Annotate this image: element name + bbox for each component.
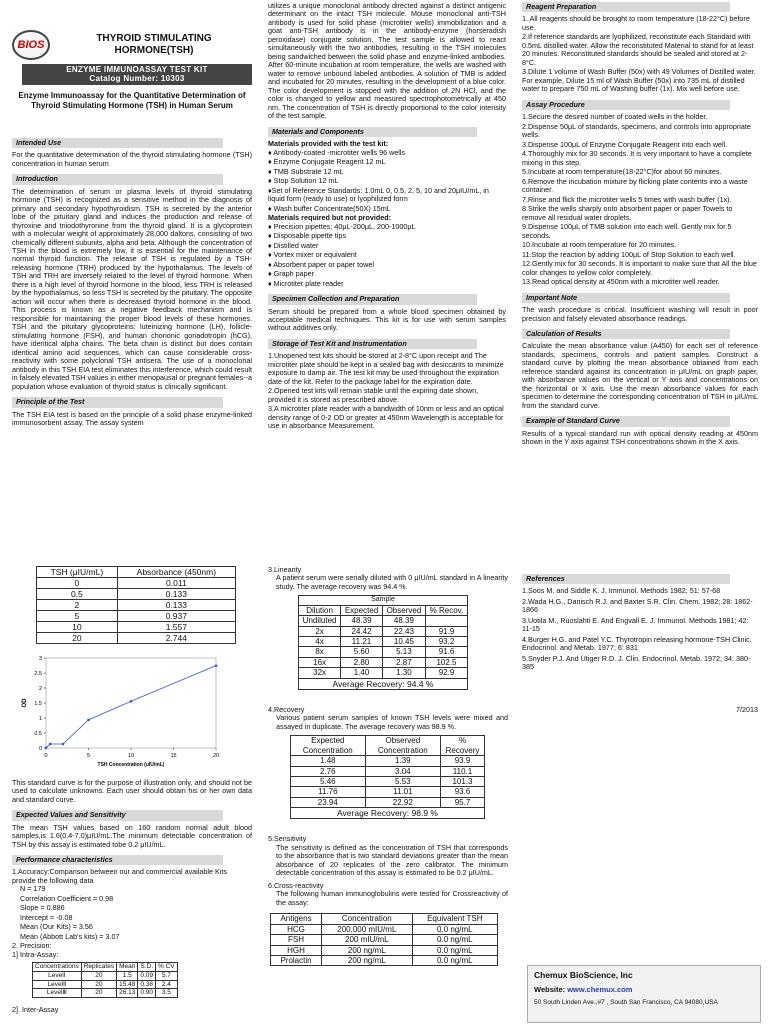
product-title-line-2: HORMONE(TSH) [114,45,194,56]
data-point [130,700,133,703]
table-cell: 26.13 [117,989,138,998]
column-1 [12,0,252,430]
table-cell: 5.46 [291,776,366,786]
assay-procedure-list [522,113,758,286]
cross-row [271,935,498,945]
bottom-column-1 [12,566,252,1014]
assay-step: 13.Read optical density at 450nm with a microtiter well reader. [522,277,720,287]
y-tick-label: 2.5 [34,671,42,678]
x-tick-label: 10 [127,753,135,760]
company-footer [527,965,761,1023]
recovery-row [291,776,485,786]
standard-row [37,600,236,611]
table-cell: 0.011 [117,578,235,589]
materials-provided-title: Materials provided with the test kit: [268,139,389,149]
linearity-row [299,637,468,647]
table-cell: 102.5 [425,657,467,667]
linearity-row [299,668,468,678]
material-required-item: ♦ Precision pipettes: 40μL-200μL, 200-1000μL [268,221,416,231]
company-name: Chemux BioScience, Inc [534,970,633,980]
table-cell [425,616,467,626]
introduction-heading: Introduction [12,174,223,184]
inter-assay-title: 2]. Inter-Assay [12,1004,59,1014]
logo-text: BIOS [17,38,45,51]
cross-reactivity-text: The following human immunoglobulins were tested for Crossreactivity of the assay: [276,889,508,907]
material-provided-item: ♦ Wash buffer Concentrate(50X) 15mL [268,203,391,213]
table-cell: 1.557 [117,622,235,633]
table-cell: 1.40 [341,668,383,678]
assay-step: 12.Gently mix for 30 seconds. It is important to make sure that All the blue color changes to yellow color completely. [522,259,757,277]
table-cell: HCG [271,924,322,934]
sensitivity-text: The sensitivity is defined as the concentration of TSH that corresponds to the absorbance that is two standard deviations greater than the mean absorbance of 20 replicates of the zero calibrator. The minimum detectable concentration of this assay is estimated to be 0.2 μIU/mL. [276,842,508,878]
table-header-cell: % CV [156,963,178,972]
storage-item: 1.Unopened test kits should be stored at 2-8°C upon receipt and The microtiter plate should be kept in a sealed bag with desiccants to minimize exposure to damp air. The test kit may be used throughout the expiration date of the kit. Refer to the package label for the expiration date. [268,351,504,386]
expected-heading: Expected Values and Sensitivity [12,810,223,820]
reference-item: 1.Soos M. and Siddle K. J. Immunol. Methods 1982; 51: 57-68 [522,586,721,596]
table-cell: FSH [271,935,322,945]
assay-step: 9.Dispense 100μL of TMB solution into each well. Gently mix for 5 seconds. [522,222,732,240]
table-header-cell: Absorbance (450nm) [117,567,235,578]
reference-item: 2.Wada H.G., Danisch R.J. and Baxter S.R. Clin. Chem. 1982; 28: 1862-1866 [522,596,753,615]
table-cell: LevelⅢ [33,989,82,998]
table-cell: 1.39 [365,756,440,766]
material-provided-item: ♦ Antibody-coated -microtiter wells 96 wells [268,147,406,157]
table-cell: 48.39 [382,616,425,626]
intra-table-body [33,971,178,997]
table-header-cell: Observed Concentration [365,736,440,756]
table-cell: 200 ng/mL [322,955,413,965]
intended-use-heading: Intended Use [12,138,223,148]
table-header-cell: Expected [341,605,383,615]
table-cell: 5.7 [156,971,178,980]
table-cell: 32x [299,668,341,678]
table-cell: 91.6 [425,647,467,657]
material-provided-item: ♦Set of Reference Standards: 1.0mL 0, 0.5, 2, 5, 10 and 20μIU/mL, in liquid form (ready to use) or lyophilized form [268,185,489,204]
x-tick-label: 15 [170,753,177,760]
linearity-text: A patient serum were serially diluted with 0 μIU/mL standard in A linearity study. The average recovery was 94.4 %. [276,573,508,591]
y-axis-label: OD [22,698,28,708]
table-cell: 93.2 [425,637,467,647]
table-cell: 0.133 [117,600,235,611]
storage-item: 3.A microtiter plate reader with a bandwidth of 10nm or less and an optical density range of 0-2 OD or greater at 450nm Wavelength is acceptable for use in absorbance Measurement. [268,404,504,431]
cross-table-header [271,914,498,924]
table-cell: 200 mIU/mL [322,935,413,945]
website-label: Website: [534,985,566,995]
linearity-row [299,647,468,657]
website-link[interactable]: www.chemux.com [567,985,633,995]
materials-required-title: Materials required but not provided: [268,213,391,223]
reference-item: 3.Uotila M., Ruoslahti E. And Engvall E. J. Immunol. Methods 1981; 42: 11-15 [522,615,749,634]
table-cell: 200,000 mIU/mL [322,924,413,934]
y-tick-label: 3 [38,656,42,663]
table-cell: 2.80 [341,657,383,667]
table-cell: LevelⅠ [33,971,82,980]
table-cell: 92.9 [425,668,467,678]
material-required-item: ♦ Vortex mixer or equivalent [268,250,357,260]
table-cell: 48.39 [341,616,383,626]
table-cell: LevelⅡ [33,980,82,989]
table-cell: 0.5 [37,589,118,600]
principle-text: The TSH EIA test is based on the principle of a solid phase enzyme-linked immunosorbent assay. The assay system [12,409,252,428]
table-cell: 2.76 [291,766,366,776]
table-cell: 0.0 ng/mL [412,955,497,965]
table-cell: 0.09 [138,971,156,980]
table-cell: 5 [37,611,118,622]
standard-row [37,622,236,633]
calculation-heading: Calculation of Results [522,329,730,339]
example-curve-text: Results of a typical standard run with optical density reading at 450nm shown in the Y axis against TSH concentrations shown in the X axis. [522,428,758,447]
performance-stat: N = 179 [20,884,46,894]
reagent-prep-item: 1. All reagents should be brought to room temperature (18-22°C) before use. [522,14,750,32]
precision-title: 2. Precision: [12,941,52,951]
table-cell: 2.87 [382,657,425,667]
table-header-cell: % Recovery [441,736,485,756]
linearity-table [298,595,468,689]
revision-date: 7/2013 [736,704,758,714]
bottom-column-3 [522,566,758,714]
performance-stat: Correlation Coefficient = 0.98 [20,893,114,903]
table-cell: 0 [37,578,118,589]
linearity-table-body [299,616,468,679]
intra-row [33,980,178,989]
table-cell: 2x [299,626,341,636]
performance-intro: 1.Accuracy:Comparison between our and commercial available Kits provide the following data [12,867,227,885]
principle-heading: Principle of the Test [12,397,223,407]
intra-table-header [33,963,178,972]
performance-stats [12,885,252,941]
material-provided-item: ♦ TMB Substrate 12 mL [268,166,344,176]
table-cell: 22.92 [365,797,440,807]
column-3 [522,0,758,449]
linearity-title: 3.Linearity [268,565,302,574]
materials-provided-list [268,149,506,213]
recovery-row [291,766,485,776]
table-cell: 110.1 [441,766,485,776]
linearity-row [299,657,468,667]
bottom-column-2 [268,566,508,966]
table-header-cell: Equivalent TSH [412,914,497,924]
table-cell: 22.43 [382,626,425,636]
table-header-cell: Concentrations [33,963,82,972]
linearity-row [299,626,468,636]
table-cell: HGH [271,945,322,955]
material-provided-item: ♦ Stop Solution 12 mL [268,176,339,186]
assay-step: 1.Secure the desired number of coated wells in the holder. [522,112,708,122]
table-cell: 0.937 [117,611,235,622]
y-tick-label: 1.5 [34,701,42,708]
table-cell: 10 [37,622,118,633]
specimen-text: Serum should be prepared from a whole blood specimen obtained by acceptable medical techniques. This kit is for use with serum samples without additives only. [268,306,506,333]
material-required-item: ♦ Absorbent paper or paper towel [268,259,374,269]
materials-heading: Materials and Components [268,127,477,137]
recovery-row [291,797,485,807]
material-required-item: ♦ Graph paper [268,269,315,279]
x-axis-label: TSH Concentration (uIU/mL) [97,762,165,769]
assay-step: 11.Stop the reaction by adding 100μL of Stop Solution to each well. [522,249,736,259]
intra-assay-title: 1] Intra-Assay: [12,949,59,959]
references-list [522,587,758,671]
table-cell: Undiluted [299,616,341,626]
bios-logo-icon [12,30,50,60]
table-header-cell: Observed [382,605,425,615]
x-tick-label: 20 [212,753,220,760]
standard-row [37,611,236,622]
y-tick-label: 2 [38,686,42,693]
performance-stat: Slope = 0.886 [20,903,65,913]
reagent-prep-item: 2.If reference standards are lyophilized, reconstitute each Standard with 0.5mL distilled water. Allow the reconstituted Material to stand for at least 20 minutes. Reconstituted standards should be sealed and stored at 2-8°C. [522,32,754,67]
assay-step: 6.Remove the incubation mixture by flicking plate contents into a waste container. [522,176,748,195]
table-header-cell: Concentration [322,914,413,924]
table-cell: 2.4 [156,980,178,989]
table-cell: 4x [299,637,341,647]
document-subtitle: Enzyme Immunoassay for the Quantitative Determination of Thyroid Stimulating Hormone (TSH) in Human Serum [18,90,246,111]
table-cell: 11.01 [365,787,440,797]
intended-use-text: For the quantitative determination of the thyroid stimulating hormone (TSH) concentration in human serum [12,150,252,168]
recovery-table-header [291,736,485,756]
table-header-cell: Replicates [81,963,116,972]
table-cell: 0.0 ng/mL [412,924,497,934]
kit-line-1: ENZYME IMMUNOASSAY TEST KIT [66,65,208,74]
table-cell: 101.3 [441,776,485,786]
assay-step: 8.Strike the wells sharply onto absorbent paper or paper Towels to remove all residual water droplets. [522,204,733,222]
standard-row [37,633,236,644]
storage-list [268,352,506,430]
table-cell: 15.48 [117,980,138,989]
x-tick-label: 0 [44,753,48,760]
table-cell: 0.90 [138,989,156,998]
linearity-group-header: Sample [299,596,468,605]
x-tick-label: 5 [86,753,91,760]
table-cell: 0.0 ng/mL [412,935,497,945]
table-cell: 23.94 [291,797,366,807]
assay-step: 2.Dispense 50μL of standards, specimens, and controls into appropriate wells. [522,121,751,140]
table-cell: 5.13 [382,647,425,657]
table-header-cell: Dilution [299,605,341,615]
cross-reactivity-title: 6.Cross-reactivity [268,880,324,890]
table-cell: 2.744 [117,633,235,644]
recovery-title: 4.Recovery [268,704,305,714]
standard-curve-svg [18,650,228,770]
reference-item: 4.Burger H.G. and Patel Y.C. Thyrotropin releasing hormone-TSH Clinic. Endocrinol. and Metab. 1977; 6: 831 [522,634,752,653]
table-cell: 5.60 [341,647,383,657]
table-cell: 20 [37,633,118,644]
table-header-cell: Mean [117,963,138,972]
standard-table [36,566,236,644]
introduction-text: The determination of serum or plasma levels of thyroid stimulating hormone (TSH) is recognized as a sensitive method in the diagnosis of primary and secondary hypothyroidism. TSH is secreted by the anterior lobe of the pituitary gland and induces the production and release of thyroxine and triiodothyronine from the thyroid gland. It is a glycoprotein with a molecular weight of approximately 28,000 daltons, consisting of two chemically different subunits, alpha and beta. Although the concentration of TSH in the blood is extremely low, it is essential for the maintenance of normal thyroid function. The release of TSH is regulated by a TSH-releasing hormone (TRH) produced by the hypothalamus. The levels of TSH and TRH are inversely related to the level of thyroid hormone. When there is a high level of thyroid hormone in the blood, less TRH is released by the hypothalamus, so less TSH is secreted by the pituitary. The opposite action will occur when there is decreased thyroid hormone in the blood. This process is known as a negative feedback mechanism and is responsible for maintaining the proper blood levels of these hormones. TSH and the pituitary glycoproteins: luteinizing hormone (LH), follicle-stimulating hormone (FSH), and human chorionic gonadotropin (hCG), have identical alpha chains. The beta chain is distinct but does contain identical amino acid sequences, which can cause considerable cross-reactivity with some polyclonal TSH antisera. The use of a monoclonal antibody in this TSH EIA test eliminates this interference, which could result in falsely elevated TSH values in either menopausal or pregnant females--a population whose evaluation of thyroid status is clinically significant. [12,186,252,391]
example-curve-heading: Example of Standard Curve [522,416,730,426]
recovery-table [290,735,485,819]
reference-item: 5.Snyder P.J. And Utiger R.D. J. Clin. Endocrinol. Metab. 1972; 34: 380-385 [522,653,751,672]
material-required-item: ♦ Microtiter plate reader [268,278,344,288]
materials-required-list [268,223,506,288]
table-cell: 91.9 [425,626,467,636]
recovery-average: Average Recovery: 98.9 % [291,808,485,819]
intra-assay-table [32,962,178,998]
plot-area [46,658,216,748]
table-header-cell: S.D. [138,963,156,972]
table-cell: 24.42 [341,626,383,636]
reagent-prep-item: 3.Dilute 1 volume of Wash Buffer (50x) with 49 Volumes of Distilled water. For example, Dilute 15 ml of Wash Buffer (50x) into 735 mL of distilled water to prepare 750 mL of Washing buffer (1x). Mix well before use. [522,67,756,94]
table-cell: 11.76 [291,787,366,797]
calculation-text: Calculate the mean absorbance value (A450) for each set of reference standards, specimens, controls and patient samples. Construct a standard curve by plotting the mean absorbance obtained from each reference standard against its concentration in μIU/mL on graph paper, with absorbance values on the vertical or Y axis and concentrations on the horizontal or X axis. Use the mean absorbance values for each specimen to determine the corresponding concentration of TSH in μIU/mL from the standard curve. [522,341,758,410]
performance-heading: Performance characteristics [12,855,223,865]
expected-text: The mean TSH values based on 160 random normal adult blood samples,is 1.6(0.4-7.0)μIU/mL.The minimum detectable concentration of TSH by this assay is estimated tobe 0.2 μIU/mL. [12,822,252,849]
table-header-cell: Expected Concentration [291,736,366,756]
standard-table-body [37,578,236,644]
table-cell: 0.133 [117,589,235,600]
product-title [56,33,252,58]
company-address: 50 South Linden Ave.,#7 , South San Francisco, CA 94080,USA [534,998,718,1006]
y-tick-label: 0.5 [34,731,42,738]
performance-stat: Mean (Our Kits) = 3.56 [20,922,93,932]
table-cell: 0.0 ng/mL [412,945,497,955]
assay-step: 3.Dispense 100μL of Enzyme Conjugate Reagent into each well. [522,139,728,149]
specimen-heading: Specimen Collection and Preparation [268,294,477,304]
website-line [534,986,754,995]
series-line [46,666,216,748]
standard-table-header [37,567,236,578]
assay-step: 5.Incubate at room temperature(18-22°C)for about 60 minutes. [522,167,722,177]
column-2 [268,0,506,432]
table-cell: 16x [299,657,341,667]
reagent-prep-list [522,15,758,93]
table-cell: Prolactin [271,955,322,965]
table-cell: 3.04 [365,766,440,776]
reagent-prep-heading: Reagent Preparation [522,2,730,12]
linearity-row [299,616,468,626]
performance-stat: Intercept = -0.08 [20,912,73,922]
product-title-line-1: THYROID STIMULATING [96,32,212,44]
data-point [87,719,90,722]
material-required-item: ♦ Disposable pipette tips [268,231,346,241]
table-header-cell: % Recov. [425,605,467,615]
table-cell: 2 [37,600,118,611]
header-logo-row [12,30,252,60]
table-cell: 11.21 [341,637,383,647]
recovery-row [291,756,485,766]
performance-stat: Mean (Abbott Lab's kits) = 3.07 [20,931,120,941]
data-point [49,743,52,746]
kit-banner [22,64,252,85]
standard-row [37,578,236,589]
storage-heading: Storage of Test Kit and Instrumentation [268,339,477,349]
cross-row [271,924,498,934]
table-cell: 93.6 [441,787,485,797]
intra-row [33,971,178,980]
y-tick-label: 0 [38,746,42,753]
cross-row [271,945,498,955]
principle-text-continued: utilizes a unique monoclonal antibody directed against a distinct antigenic determinant on the intact TSH molecule. Mouse monoclonal anti-TSH antibody is used for solid phase (microtiter wells) immobilization and a goat anti-TSH antibody is in the antibody-enzyme (horseradish peroxidase) conjugate solution. The test sample is allowed to react simultaneously with the two antibodies, resulting in the TSH molecules being sandwiched between the solid phase and enzyme-linked antibodies. After 60-minute incubation at room temperature, the wells are washed with water to remove unbound labeled antibodies. A solution of TMB is added and incubated for 20 minutes, resulting in the development of a blue color. The color development is stopped with the addition of 2N HCl, and the color is changed to yellow and measured spectrophotometrically at 450 nm. The concentration of TSH is directly proportional to the color intensity of the test sample. [268,1,506,121]
data-point [62,743,65,746]
cross-table-body [271,924,498,966]
table-header-cell: TSH (μIU/mL) [37,567,118,578]
important-note-text: The wash procedure is critical. Insufficient washing will result in poor precision and falsely elevated absorbance readings. [522,305,758,323]
table-cell: 8x [299,647,341,657]
table-cell: 93.9 [441,756,485,766]
recovery-text: Various patient serum samples of known TSH levels were mixed and assayed in duplicate. The average recovery was 98.9 %. [276,713,508,731]
storage-item: 2.Opened test kits will remain stable until the expiring date shown, provided it is stored as prescribed above. [268,386,479,404]
material-provided-item: ♦ Enzyme Conjugate Reagent 12 mL [268,157,386,167]
sensitivity-title: 5.Sensitivity [268,834,307,844]
table-cell: 20 [81,971,116,980]
table-cell: 0.38 [138,980,156,989]
table-cell: 1.5 [117,971,138,980]
table-cell: 20 [81,989,116,998]
standard-curve-chart [18,650,252,772]
assay-heading: Assay Procedure [522,100,730,110]
y-tick-label: 1 [38,716,42,723]
references-heading: References [522,574,730,584]
data-point [45,746,48,749]
table-cell: 5.53 [365,776,440,786]
curve-note: This standard curve is for the purpose of illustration only, and should not be used to calculate unknowns. Each user should obtain his or her own data and standard curve. [12,777,252,804]
linearity-table-header [299,605,468,615]
cross-row [271,955,498,965]
table-cell: 1.48 [291,756,366,766]
table-cell: 1.30 [382,668,425,678]
cross-reactivity-table [270,913,498,966]
data-point [215,664,218,667]
recovery-table-body [291,756,485,808]
table-cell: 95.7 [441,797,485,807]
table-header-cell: Antigens [271,914,322,924]
assay-step: 4.Thoroughly mix for 30 seconds. It is very important to have a complete mixing in this step. [522,149,752,167]
table-cell: 3.5 [156,989,178,998]
assay-step: 7.Rinse and flick the microtiter wells 5 times with wash buffer (1x). [522,194,732,204]
material-required-item: ♦ Distilled water [268,240,319,250]
table-cell: 200 ng/mL [322,945,413,955]
catalog-number: Catalog Number: 10303 [89,74,185,84]
intra-row [33,989,178,998]
standard-row [37,589,236,600]
linearity-average: Average Recovery: 94.4 % [299,678,468,689]
table-cell: 10.45 [382,637,425,647]
recovery-row [291,787,485,797]
assay-step: 10.Incubate at room temperature for 20 minutes. [522,240,677,250]
important-note-heading: Important Note [522,293,730,303]
table-cell: 20 [81,980,116,989]
